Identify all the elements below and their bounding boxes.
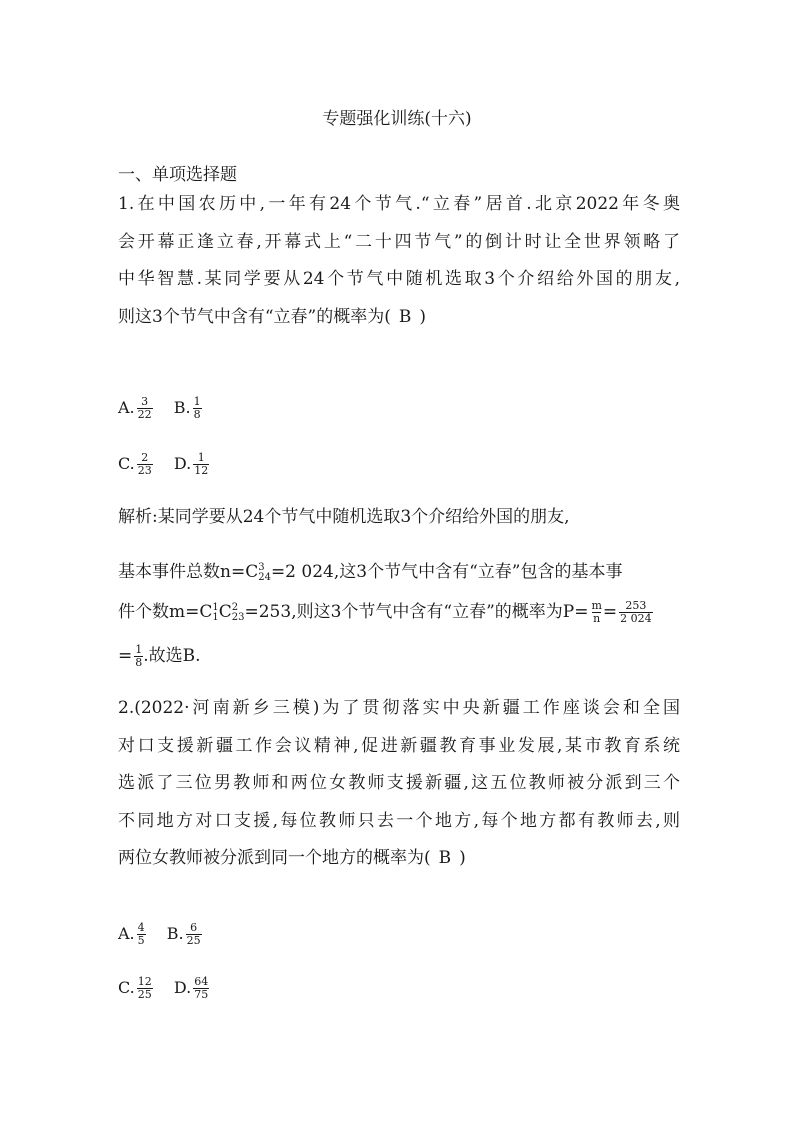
option-c: C. $\frac{2}{23}$	[118, 451, 152, 477]
question-1-answer: B	[398, 306, 412, 327]
fraction: $\frac{1}{8}$	[135, 643, 143, 669]
option-d: D. $\frac{64}{75}$	[173, 975, 209, 1001]
question-2-line-1: 2.(2022·河南新乡三模)为了贯彻落实中央新疆工作座谈会和全国	[118, 698, 680, 718]
solution-line-4: = $\frac{1}{8}$ .故选B.	[118, 643, 201, 669]
question-1-line-3: 中华智慧.某同学要从24个节气中随机选取3个介绍给外国的朋友,	[118, 269, 680, 289]
fraction: $\frac{m}{n}$	[591, 599, 602, 625]
question-2-stem-end: 两位女教师被分派到同一个地方的概率为(	[118, 848, 431, 868]
question-1-line-2: 会开幕正逢立春,开幕式上“二十四节气”的倒计时让全世界领略了	[118, 231, 680, 252]
solution-line-3: 件个数m=C 1 1 C 2 23 =253,则这3个节气中含有“立春”的概率为P= $\frac{m}{n}$ = $\frac{253}{2 024}$	[118, 599, 652, 625]
option-a: A. $\frac{3}{22}$	[118, 395, 152, 421]
question-2-options-row-2	[118, 976, 225, 1001]
question-1-close-paren: )	[419, 306, 426, 327]
question-1	[118, 186, 680, 336]
solution-line-1: 解析:某同学要从24个节气中随机选取3个介绍给外国的朋友,	[118, 507, 570, 527]
option-c: C. $\frac{12}{25}$	[118, 975, 152, 1001]
question-2-line-4: 不同地方对口支援,每位教师只去一个地方,每个地方都有教师去,则	[118, 810, 680, 831]
option-b: B. $\frac{6}{25}$	[166, 921, 201, 947]
fraction: $\frac{1}{8}$	[193, 395, 201, 421]
question-2-line-2: 对口支援新疆工作会议精神,促进新疆教育事业发展,某市教育系统	[118, 735, 680, 756]
option-b: B. $\frac{1}{8}$	[173, 395, 201, 421]
question-1-line-1: 1.在中国农历中,一年有24个节气.“立春”居首.北京2022年冬奥	[118, 194, 680, 214]
question-2-answer: B	[438, 848, 452, 868]
fraction: $\frac{253}{2 024}$	[620, 599, 652, 625]
section-heading: 一、单项选择题	[118, 165, 237, 185]
combination-index: 2 23	[231, 601, 245, 623]
fraction: $\frac{2}{23}$	[137, 451, 152, 477]
fraction: $\frac{4}{5}$	[137, 921, 145, 947]
question-2-line-5	[118, 840, 680, 878]
fraction: $\frac{64}{75}$	[194, 975, 209, 1001]
fraction: $\frac{6}{25}$	[186, 921, 201, 947]
combination-index: 3 24	[258, 561, 271, 583]
solution-line-2: 基本事件总数n=C 3 24 =2 024,这3个节气中含有“立春”包含的基本事	[118, 561, 623, 583]
question-1-line-4	[118, 299, 680, 337]
question-2	[118, 690, 680, 878]
combination-index: 1 1	[212, 601, 219, 623]
page-title: 专题强化训练(十六)	[322, 109, 472, 129]
question-1-options-row-2	[118, 452, 225, 477]
fraction: $\frac{1}{12}$	[194, 451, 209, 477]
fraction: $\frac{3}{22}$	[137, 395, 152, 421]
question-1-options-row-1	[118, 396, 218, 421]
question-2-close-paren: )	[459, 848, 466, 868]
fraction: $\frac{12}{25}$	[137, 975, 152, 1001]
question-1-stem-end: 则这3个节气中含有“立春”的概率为(	[118, 306, 391, 327]
question-2-options-row-1	[118, 922, 218, 947]
option-a: A. $\frac{4}{5}$	[118, 921, 145, 947]
option-d: D. $\frac{1}{12}$	[173, 451, 209, 477]
question-2-line-3: 选派了三位男教师和两位女教师支援新疆,这五位教师被分派到三个	[118, 773, 680, 793]
